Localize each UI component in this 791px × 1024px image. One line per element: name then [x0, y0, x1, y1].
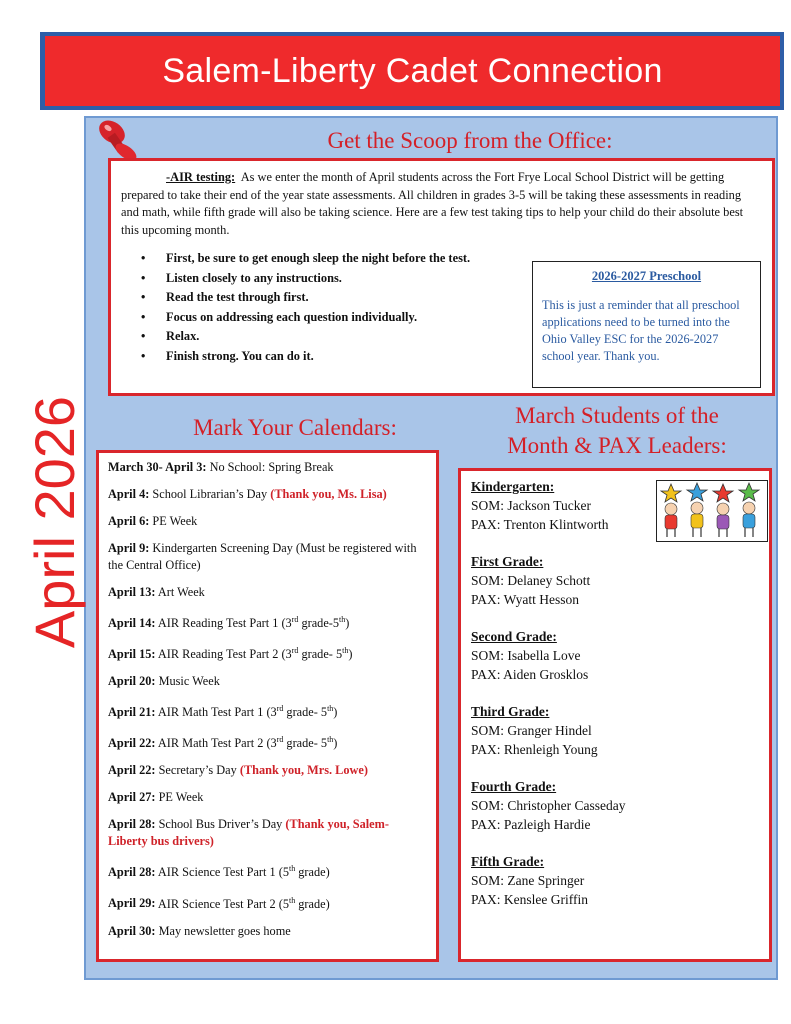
- tip-item: • Read the test through first.: [141, 288, 470, 308]
- calendar-date: April 13:: [108, 585, 156, 599]
- pax-name: PAX: Pazleigh Hardie: [471, 817, 591, 832]
- tip-item: • Focus on addressing each question individually.: [141, 308, 470, 328]
- calendar-date: April 20:: [108, 674, 156, 689]
- grade-block: [471, 702, 759, 759]
- calendar-event: AIR Reading Test Part 1 (3rd grade-5th): [157, 615, 350, 631]
- preschool-text: This is just a reminder that all preschool applications need to be turned into the Ohio Valley ESC for the 2026-2027 school year. Thank you.: [542, 298, 740, 363]
- calendar-event: School Librarian’s Day: [152, 487, 268, 501]
- tip-item: • First, be sure to get enough sleep the night before the test.: [141, 249, 470, 269]
- som-name: SOM: Christopher Casseday: [471, 798, 626, 813]
- pax-name: PAX: Kenslee Griffin: [471, 892, 588, 907]
- calendar-date: April 29:: [108, 896, 156, 911]
- calendar-thanks: (Thank you, Salem-Liberty bus drivers): [108, 817, 389, 849]
- calendar-event: AIR Science Test Part 1 (5th grade): [157, 864, 330, 880]
- calendar-box: [96, 450, 439, 962]
- air-testing-paragraph: [121, 169, 761, 239]
- calendar-item: [108, 611, 427, 632]
- office-box: [108, 158, 775, 396]
- grade-block: [471, 852, 759, 909]
- som-name: SOM: Delaney Schott: [471, 573, 591, 588]
- preschool-title: 2026-2027 Preschool: [591, 269, 702, 283]
- air-testing-text: As we enter the month of April students across the Fort Frye Local School District will be getting prepared to take their end of the year state assessments. All children in grades 3-5 will be taking these assessments in reading and math, while fifth grade will also be taking science. Here are a few test taking tips to help your child do their absolute best this upcoming month.: [121, 170, 744, 237]
- calendar-date: April 28:: [108, 865, 156, 880]
- grade-block: [471, 777, 759, 834]
- calendar-item: [108, 673, 427, 690]
- calendar-event: Kindergarten Screening Day (Must be registered with the Central Office): [108, 541, 417, 572]
- calendar-event: AIR Math Test Part 1 (3rd grade- 5th): [157, 704, 338, 720]
- pax-name: PAX: Aiden Grosklos: [471, 667, 589, 682]
- som-name: SOM: Zane Springer: [471, 873, 585, 888]
- calendar-item: [108, 860, 427, 881]
- calendar-item: [108, 923, 427, 940]
- students-of-month-box: [458, 468, 772, 962]
- calendar-date: April 27:: [108, 790, 156, 805]
- calendar-item: [108, 642, 427, 663]
- calendar-item: [108, 789, 427, 806]
- month-side-label: April 2026: [23, 395, 86, 649]
- calendar-date: April 22:: [108, 763, 156, 778]
- calendar-thanks: (Thank you, Ms. Lisa): [270, 487, 387, 501]
- calendar-event: PE Week: [158, 790, 204, 805]
- calendar-item: [108, 584, 427, 601]
- pax-name: PAX: Trenton Klintworth: [471, 517, 609, 532]
- grade-block: [471, 627, 759, 684]
- grade-heading: Second Grade:: [471, 629, 557, 644]
- grade-heading: Kindergarten:: [471, 479, 555, 494]
- calendar-event: PE Week: [152, 514, 198, 528]
- calendar-event: AIR Math Test Part 2 (3rd grade- 5th): [157, 735, 338, 751]
- calendar-event: Music Week: [158, 674, 220, 689]
- calendar-event: AIR Reading Test Part 2 (3rd grade- 5th): [157, 646, 353, 662]
- som-title-line1: March Students of the: [515, 403, 719, 428]
- air-testing-heading: -AIR testing:: [166, 170, 236, 184]
- calendar-event: No School: Spring Break: [209, 460, 334, 474]
- calendar-item: [108, 762, 427, 779]
- calendar-item: [108, 513, 427, 530]
- tip-item: • Finish strong. You can do it.: [141, 347, 470, 367]
- tip-item: • Listen closely to any instructions.: [141, 269, 470, 289]
- calendar-date: April 22:: [108, 736, 156, 751]
- calendar-date: April 15:: [108, 647, 156, 662]
- som-name: SOM: Isabella Love: [471, 648, 581, 663]
- preschool-notice: [532, 261, 761, 388]
- calendar-event: AIR Science Test Part 2 (5th grade): [157, 895, 330, 911]
- calendar-item: [108, 816, 427, 850]
- grade-heading: Third Grade:: [471, 704, 550, 719]
- calendar-item: [108, 540, 427, 574]
- calendar-item: [108, 700, 427, 721]
- newsletter-banner: [40, 32, 784, 110]
- calendar-date: April 21:: [108, 705, 156, 720]
- tip-item: • Relax.: [141, 327, 470, 347]
- test-tips-list: [141, 249, 470, 366]
- grade-heading: First Grade:: [471, 554, 544, 569]
- calendar-date: April 6:: [108, 514, 150, 528]
- star-icon: [739, 483, 759, 501]
- calendar-date: April 28:: [108, 817, 156, 832]
- calendar-event: School Bus Driver’s Day: [158, 817, 283, 832]
- calendar-event: Secretary’s Day: [158, 763, 237, 778]
- som-name: SOM: Jackson Tucker: [471, 498, 592, 513]
- calendar-date: April 9:: [108, 541, 150, 555]
- calendar-event: Art Week: [157, 585, 205, 599]
- som-title-line2: Month & PAX Leaders:: [507, 433, 727, 458]
- som-name: SOM: Granger Hindel: [471, 723, 592, 738]
- pax-name: PAX: Wyatt Hesson: [471, 592, 579, 607]
- office-section-title: Get the Scoop from the Office:: [327, 128, 613, 153]
- star-icon: [713, 484, 733, 502]
- calendar-item: [108, 459, 427, 476]
- grade-heading: Fourth Grade:: [471, 779, 557, 794]
- calendar-item: [108, 731, 427, 752]
- calendar-thanks: (Thank you, Mrs. Lowe): [239, 763, 368, 778]
- star-icon: [687, 483, 707, 501]
- calendar-date: March 30- April 3:: [108, 460, 207, 474]
- grade-heading: Fifth Grade:: [471, 854, 545, 869]
- calendar-date: April 4:: [108, 487, 150, 501]
- calendar-event: May newsletter goes home: [158, 923, 291, 938]
- star-icon: [661, 484, 681, 502]
- som-section-title: [462, 401, 772, 461]
- calendar-item: [108, 486, 427, 503]
- calendar-date: April 30:: [108, 923, 156, 938]
- kids-stars-clipart: [656, 480, 768, 542]
- newsletter-title: Salem-Liberty Cadet Connection: [162, 51, 663, 90]
- grade-block: [471, 552, 759, 609]
- calendar-date: April 14:: [108, 616, 156, 631]
- calendar-item: [108, 891, 427, 912]
- calendar-section-title: Mark Your Calendars:: [193, 415, 397, 440]
- pax-name: PAX: Rhenleigh Young: [471, 742, 598, 757]
